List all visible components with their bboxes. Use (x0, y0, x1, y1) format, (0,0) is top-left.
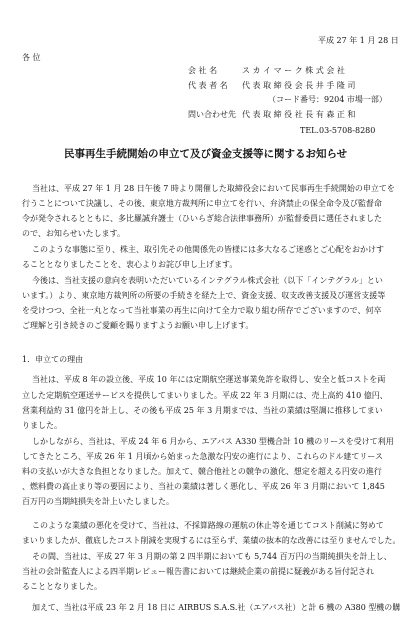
intro-line: 令が発令されるとともに、多比羅誠弁護士（ひいらぎ総合法律事務所）が監督委員に選任されました (22, 214, 382, 223)
document-date: 平成 27 年 1 月 28 日 (318, 36, 399, 45)
body-line: 当社の会計監査人による四半期レビュー報告書においては継続企業の前提に疑義がある旨付記され (22, 567, 374, 576)
section-heading: 1．申立ての理由 (22, 355, 84, 364)
company-name: ス カ イ マ ー ク 株 式 会 社 (242, 66, 345, 75)
body-line: その間、当社は、平成 27 年 3 月期の第 2 四半期においても 5,744 百万円の当期純損失を計上し、 (32, 552, 392, 561)
body-line: 、燃料費の高止まり等の要因により、当社の業績は著しく悪化し、平成 26 年 3 月期において 1,845 (22, 482, 385, 491)
intro-line: 今後は、当社支援の意向を表明いただいているインテグラル株式会社（以下「インテグラル」とい (32, 276, 383, 285)
body-line: まいりましたが、徹底したコスト削減を実現するには至らず、業績の抜本的な改善には至りませんでした。 (22, 536, 401, 545)
representative-label: 代 表 者 名 (188, 81, 228, 90)
body-line: 営業利益約 31 億円を計上し、その後も平成 25 年 3 月期までは、当社の業績は堅調に推移してまい (22, 406, 383, 415)
contact-phone: TEL.03-5708-8280 (300, 126, 376, 135)
intro-line: を受けつつ、全社一丸となって当社事業の再生に向けて全力で取り組む所存でございますので、何卒 (22, 306, 382, 315)
body-line: 当社は、平成 8 年の設立後、平成 10 年には定期航空運送事業免許を取得し、安全と低コストを両 (32, 375, 386, 384)
body-line: このような業績の悪化を受けて、当社は、不採算路線の運航の休止等を通じてコスト削減に努めて (32, 521, 384, 530)
stock-code: （コード番号：9204 市場一部） (268, 95, 387, 104)
representative-name: 代 表 取 締 役 会 長 井 手 隆 司 (242, 81, 356, 90)
intro-line: ご理解と引き続きのご愛顧を賜りますようお願い申し上げます。 (22, 321, 254, 330)
contact-label: 問い合わせ先 (188, 110, 236, 119)
body-line: 立した定期航空運送サービスを提供してまいりました。平成 22 年 3 月期には、売上高約 410 億円、 (22, 391, 388, 400)
body-line: ることとなりました。 (22, 582, 102, 591)
body-line: 百万円の当期純損失を計上いたしました。 (22, 497, 174, 506)
body-line: してきたところ、平成 26 年 1 月頃から始まった急激な円安の進行により、これらのドル建てリース (22, 452, 384, 461)
company-label: 会 社 名 (188, 66, 218, 75)
intro-line: ることとなりましたことを、衷心よりお詫び申し上げます。 (22, 260, 238, 269)
contact-name: 代 表 取 締 役 社 長 有 森 正 和 (242, 110, 356, 119)
body-line: りました。 (22, 421, 62, 430)
intro-line: ので、お知らせいたします。 (22, 229, 125, 238)
intro-line: このような事態に至り、株主、取引先その他関係先の皆様には多大なるご迷惑とご心配をおかけす (32, 245, 384, 254)
body-line: 料の支払いが大きな負担となりました。加えて、競合他社との競争の激化、想定を超える円安の進行 (22, 467, 382, 476)
intro-line: 当社は、平成 27 年 1 月 28 日午後 7 時より開催した取締役会において民事再生手続開始の申立てを (32, 184, 395, 193)
document-title: 民事再生手続開始の申立て及び資金支援等に関するお知らせ (64, 148, 348, 160)
intro-line: います。）より、東京地方裁判所の所要の手続きを経た上で、資金支援、収支改善支援及び運営支援等 (22, 291, 386, 300)
body-line: しかしながら、当社は、平成 24 年 6 月から、エアバス A330 型機合計 10 機のリースを受けて利用 (32, 437, 394, 446)
intro-line: 行うことについて決議し、その後、東京地方裁判所に申立てを行い、弁済禁止の保全命令及び監督命 (22, 199, 382, 208)
addressee: 各 位 (22, 53, 41, 62)
body-line: 加えて、当社は平成 23 年 2 月 18 日に AIRBUS S.A.S.社（エアバス社）と計 6 機の A380 型機の購 (32, 603, 401, 612)
